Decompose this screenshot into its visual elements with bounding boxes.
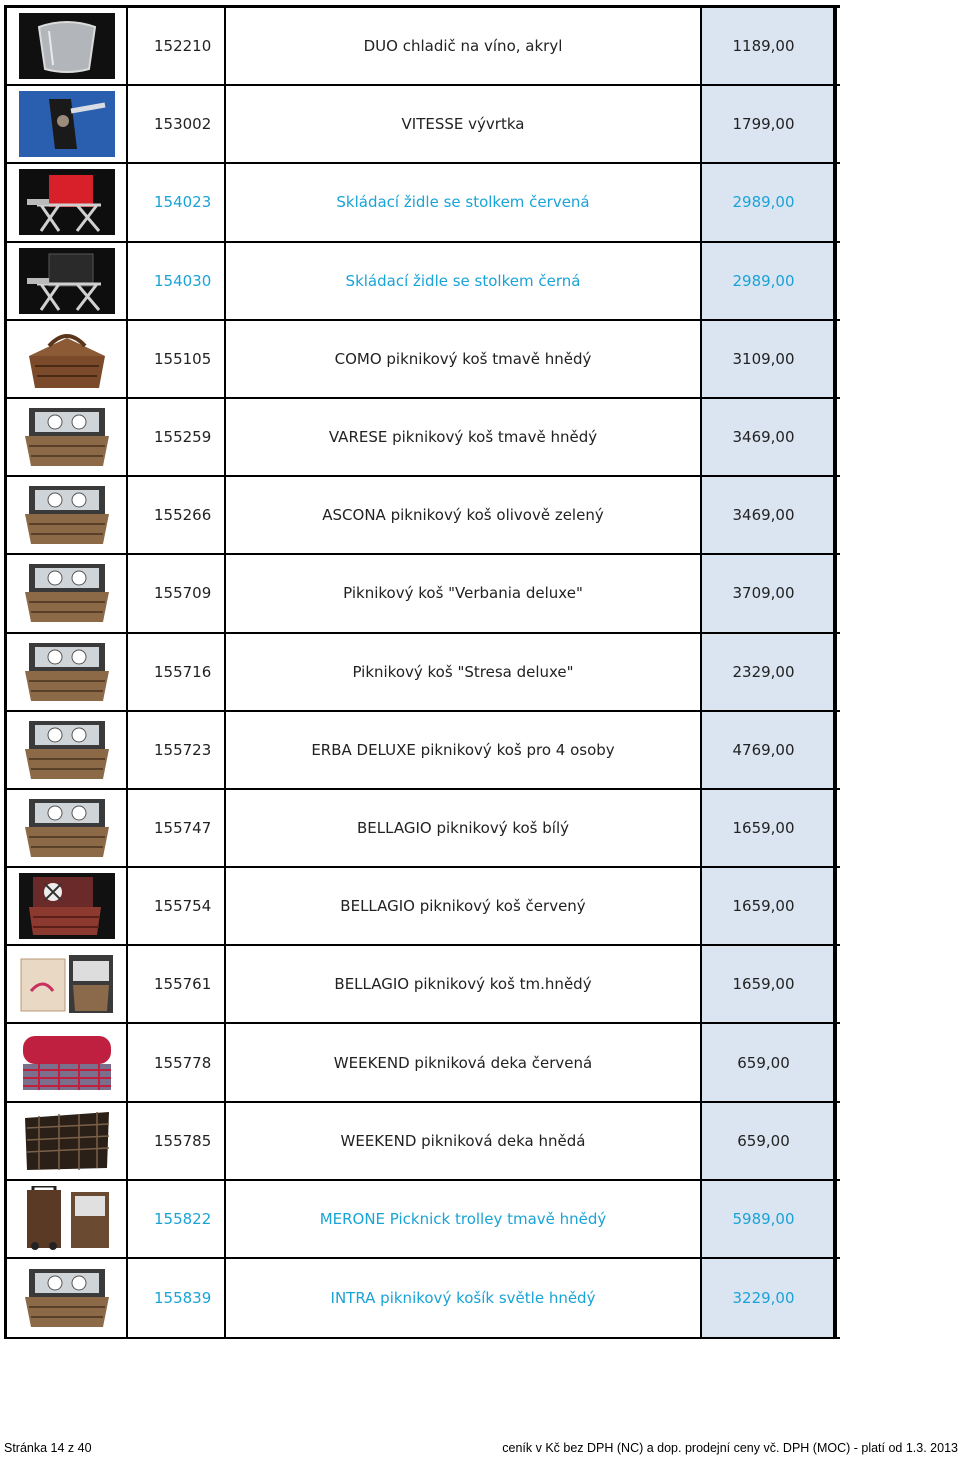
product-code: 155785 xyxy=(128,1103,226,1179)
table-row xyxy=(7,790,840,868)
table-row xyxy=(7,477,840,555)
picnic-basket-icon xyxy=(18,325,116,393)
table-row[interactable] xyxy=(7,1181,840,1259)
product-image-cell xyxy=(7,8,128,84)
product-code: 155709 xyxy=(128,555,226,631)
product-image-cell xyxy=(7,399,128,475)
table-row xyxy=(7,321,840,399)
product-image-cell xyxy=(7,321,128,397)
picnic-basket-open-icon xyxy=(18,559,116,627)
product-price: 1659,00 xyxy=(702,946,837,1022)
product-price: 1659,00 xyxy=(702,868,837,944)
product-code[interactable]: 154030 xyxy=(128,243,226,319)
product-image-cell xyxy=(7,555,128,631)
product-price: 3109,00 xyxy=(702,321,837,397)
product-code: 155723 xyxy=(128,712,226,788)
product-code[interactable]: 155822 xyxy=(128,1181,226,1257)
wine-cooler-icon xyxy=(18,12,116,80)
table-row xyxy=(7,86,840,164)
picnic-basket-open-icon xyxy=(18,403,116,471)
picnic-basket-open-icon xyxy=(18,794,116,862)
product-price: 3709,00 xyxy=(702,555,837,631)
picnic-basket-open-icon xyxy=(18,481,116,549)
product-code: 153002 xyxy=(128,86,226,162)
product-price: 3469,00 xyxy=(702,399,837,475)
product-name: VARESE piknikový koš tmavě hnědý xyxy=(226,399,702,475)
picnic-basket-pair-icon xyxy=(18,950,116,1018)
product-price: 659,00 xyxy=(702,1103,837,1179)
product-price: 2329,00 xyxy=(702,634,837,710)
product-code: 155761 xyxy=(128,946,226,1022)
product-code[interactable]: 155839 xyxy=(128,1259,226,1337)
product-name: DUO chladič na víno, akryl xyxy=(226,8,702,84)
product-code: 155259 xyxy=(128,399,226,475)
product-code: 155754 xyxy=(128,868,226,944)
product-price[interactable]: 2989,00 xyxy=(702,243,837,319)
product-price: 1659,00 xyxy=(702,790,837,866)
table-row xyxy=(7,1024,840,1102)
product-name: Piknikový koš "Verbania deluxe" xyxy=(226,555,702,631)
product-code: 152210 xyxy=(128,8,226,84)
table-row xyxy=(7,712,840,790)
product-code: 155266 xyxy=(128,477,226,553)
product-name: BELLAGIO piknikový koš bílý xyxy=(226,790,702,866)
product-image-cell xyxy=(7,1259,128,1337)
product-name: COMO piknikový koš tmavě hnědý xyxy=(226,321,702,397)
table-row[interactable] xyxy=(7,243,840,321)
price-table xyxy=(4,5,840,1339)
table-row xyxy=(7,555,840,633)
product-name[interactable]: Skládací židle se stolkem černá xyxy=(226,243,702,319)
product-price[interactable]: 5989,00 xyxy=(702,1181,837,1257)
product-code: 155778 xyxy=(128,1024,226,1100)
product-price: 659,00 xyxy=(702,1024,837,1100)
product-price[interactable]: 3229,00 xyxy=(702,1259,837,1337)
product-price: 3469,00 xyxy=(702,477,837,553)
table-row xyxy=(7,868,840,946)
table-row xyxy=(7,1103,840,1181)
table-row[interactable] xyxy=(7,1259,840,1337)
product-image-cell xyxy=(7,164,128,240)
product-code: 155105 xyxy=(128,321,226,397)
picnic-basket-open-icon xyxy=(18,716,116,784)
table-row xyxy=(7,946,840,1024)
product-name: ASCONA piknikový koš olivově zelený xyxy=(226,477,702,553)
product-name: WEEKEND pikniková deka červená xyxy=(226,1024,702,1100)
product-image-cell xyxy=(7,243,128,319)
product-name: WEEKEND pikniková deka hnědá xyxy=(226,1103,702,1179)
page-number: Stránka 14 z 40 xyxy=(4,1441,92,1455)
product-name: BELLAGIO piknikový koš červený xyxy=(226,868,702,944)
red-blanket-icon xyxy=(18,1029,116,1097)
product-image-cell xyxy=(7,868,128,944)
product-name[interactable]: Skládací židle se stolkem červená xyxy=(226,164,702,240)
price-list-note: ceník v Kč bez DPH (NC) a dop. prodejní ceny vč. DPH (MOC) - platí od 1.3. 2013 xyxy=(502,1441,958,1455)
product-image-cell xyxy=(7,1181,128,1257)
product-image-cell xyxy=(7,477,128,553)
product-code: 155747 xyxy=(128,790,226,866)
brown-blanket-icon xyxy=(18,1107,116,1175)
picnic-basket-open-icon xyxy=(18,638,116,706)
product-code: 155716 xyxy=(128,634,226,710)
product-name: BELLAGIO piknikový koš tm.hnědý xyxy=(226,946,702,1022)
product-name: ERBA DELUXE piknikový koš pro 4 osoby xyxy=(226,712,702,788)
product-code[interactable]: 154023 xyxy=(128,164,226,240)
product-price: 1189,00 xyxy=(702,8,837,84)
product-image-cell xyxy=(7,1103,128,1179)
product-image-cell xyxy=(7,790,128,866)
product-image-cell xyxy=(7,634,128,710)
product-name: Piknikový koš "Stresa deluxe" xyxy=(226,634,702,710)
picnic-basket-open-icon xyxy=(18,1264,116,1332)
product-image-cell xyxy=(7,712,128,788)
black-folding-chair-icon xyxy=(18,247,116,315)
product-price: 1799,00 xyxy=(702,86,837,162)
table-row xyxy=(7,634,840,712)
table-row xyxy=(7,399,840,477)
picnic-basket-red-icon xyxy=(18,872,116,940)
table-row[interactable] xyxy=(7,164,840,242)
product-image-cell xyxy=(7,1024,128,1100)
product-image-cell xyxy=(7,86,128,162)
product-price: 4769,00 xyxy=(702,712,837,788)
table-row xyxy=(7,8,840,86)
product-name[interactable]: MERONE Picknick trolley tmavě hnědý xyxy=(226,1181,702,1257)
corkscrew-icon xyxy=(18,90,116,158)
red-folding-chair-icon xyxy=(18,168,116,236)
product-image-cell xyxy=(7,946,128,1022)
product-name: VITESSE vývrtka xyxy=(226,86,702,162)
picnic-trolley-icon xyxy=(18,1185,116,1253)
product-price[interactable]: 2989,00 xyxy=(702,164,837,240)
product-name[interactable]: INTRA piknikový košík světle hnědý xyxy=(226,1259,702,1337)
